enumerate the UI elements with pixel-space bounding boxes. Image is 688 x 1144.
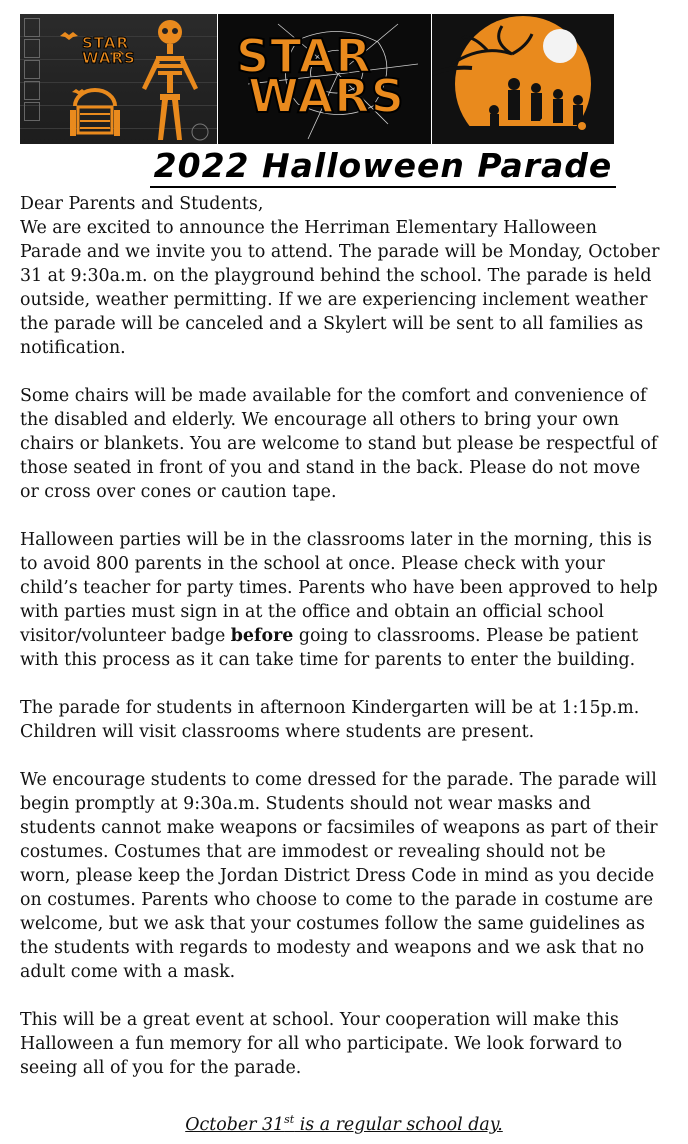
- paragraph-closing: This will be a great event at school. Your cooperation will make this Halloween a fun memory for all who participate. We look forward to seeing all of you for the parade.: [20, 1010, 623, 1078]
- footer-note: [0, 1108, 688, 1137]
- greeting: Dear Parents and Students,: [20, 194, 264, 214]
- paragraph-kindergarten: The parade for students in afternoon Kindergarten will be at 1:15p.m. Children will visit classrooms where students are present.: [20, 698, 640, 742]
- moon-silhouette-image: [432, 14, 614, 144]
- header-banner: [20, 14, 614, 144]
- footer-date-suffix: st: [284, 1113, 295, 1126]
- page-title: 2022 Halloween Parade: [150, 146, 616, 188]
- bold-before: before: [230, 626, 294, 646]
- paragraph-parties: [20, 528, 660, 672]
- parties-text-end: going to classrooms. Please be patient with this process as it can take time for parents to enter the building.: [20, 626, 639, 670]
- droid-skeleton-image: [20, 14, 217, 144]
- moon-icon: [432, 14, 614, 144]
- footer-text: is a regular school day.: [294, 1114, 503, 1135]
- footer-date: October 31: [185, 1114, 285, 1135]
- small-logo-text: STAR WARS: [82, 34, 136, 67]
- paragraph-costumes: We encourage students to come dressed for the parade. The parade will begin promptly at 9:30a.m. Students should not wear masks and students cannot make weapons or facsimiles of weapons as part of their costumes. Costumes that are immodest or revealing should not be worn, please keep the Jordan District Dress Code in mind as you decide on costumes. Parents who choose to come to the parade in costume are welcome, but we ask that your costumes follow the same guidelines as the students with regards to modesty and weapons and we ask that no adult come with a mask.: [20, 770, 658, 982]
- parties-text-start: Halloween parties will be in the classrooms later in the morning, this is to avoid 800 parents in the school at once. Please check with your child’s teacher for party times. Parents who have been approved to help with parties must sign in at the office and obtain an official school visitor/volunteer badge: [20, 530, 658, 646]
- paragraph-announcement: We are excited to announce the Herriman Elementary Halloween Parade and we invite you to attend. The parade will be Monday, October 31 at 9:30a.m. on the playground behind the school. The parade is held outside, weather permitting. If we are experiencing inclement weather the parade will be canceled and a Skylert will be sent to all families as notification.: [20, 218, 660, 358]
- star-wars-logo-image: [217, 14, 432, 144]
- paragraph-seating: Some chairs will be made available for the comfort and convenience of the disabled and elderly. We encourage all others to bring your own chairs or blankets. You are welcome to stand but please be respectful of those seated in front of you and stand in the back. Please do not move or cross over cones or caution tape.: [20, 386, 658, 502]
- star-wars-logo-text: STAR WARS: [236, 29, 405, 123]
- letter-body: [20, 192, 660, 1104]
